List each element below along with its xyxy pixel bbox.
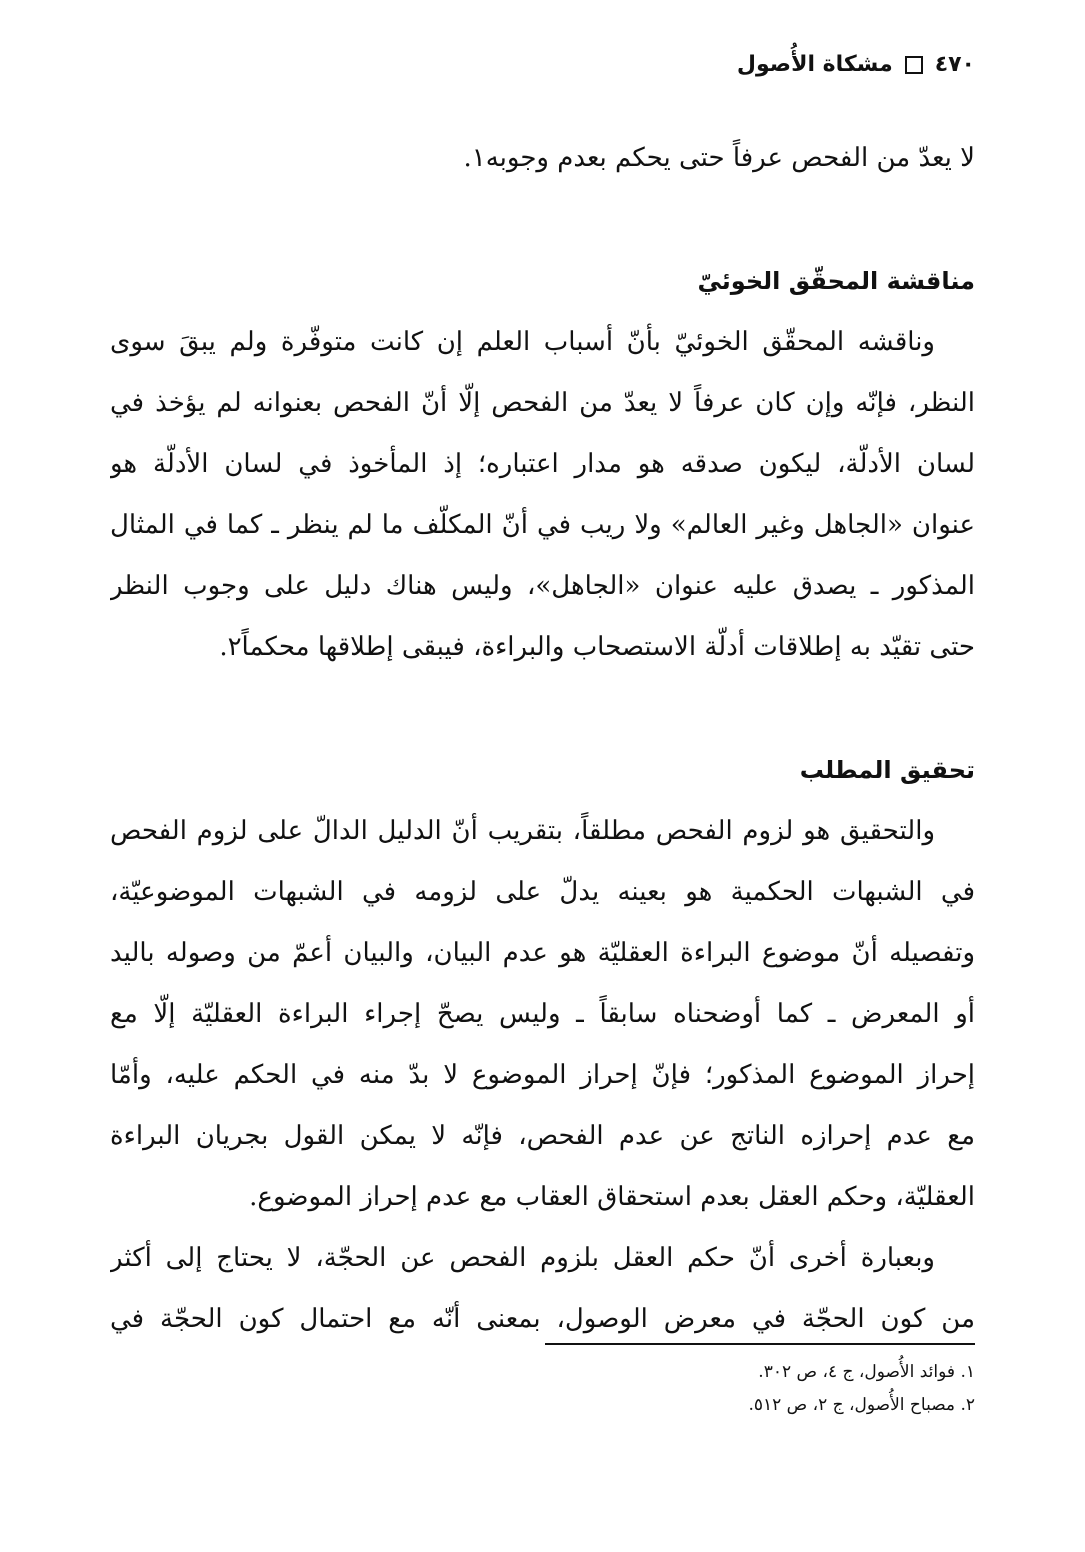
text-line: والتحقيق هو لزوم الفحص مطلقاً، بتقريب أنّ الدليل الدالّ على لزوم الفحص: [110, 816, 935, 846]
text-line: أو المعرض ـ كما أوضحناه سابقاً ـ وليس يصحّ إجراء البراءة العقليّة إلّا مع: [110, 999, 975, 1029]
text-line: من كون الحجّة في معرض الوصول، بمعنى أنّه مع احتمال كون الحجّة في: [110, 1304, 975, 1334]
footnote: ٢. مصباح الأُصول، ج ٢، ص ٥١٢.: [748, 1395, 975, 1415]
separator-box-icon: [905, 56, 923, 74]
book-title: مشكاة الأُصول: [736, 52, 893, 77]
text-line: عنوان «الجاهل وغير العالم» ولا ريب في أنّ المكلّف ما لم ينظر ـ كما في المثال: [110, 510, 975, 540]
footnote: ١. فوائد الأُصول، ج ٤، ص ٣٠٢.: [758, 1362, 975, 1382]
text-line: لسان الأدلّة، ليكون صدقه هو مدار اعتباره؛ إذ المأخوذ في لسان الأدلّة هو: [110, 449, 975, 479]
text-line: في الشبهات الحكمية هو بعينه يدلّ على لزومه في الشبهات الموضوعيّة،: [110, 877, 975, 907]
page-number: ٤٧٠: [934, 52, 975, 77]
text-line: النظر، فإنّه وإن كان عرفاً لا يعدّ من الفحص إلّا أنّ الفحص بعنوانه لم يؤخذ في: [110, 388, 975, 418]
spacer: [110, 189, 975, 251]
main-text: [110, 128, 975, 1350]
text-line: المذكور ـ يصدق عليه عنوان «الجاهل»، وليس هناك دليل على وجوب النظر: [110, 571, 975, 601]
section-heading: مناقشة المحقّق الخوئيّ: [697, 267, 975, 295]
text-line: العقليّة، وحكم العقل بعدم استحقاق العقاب مع عدم إحراز الموضوع.: [249, 1182, 975, 1212]
footnote-divider: [545, 1343, 975, 1345]
spacer: [110, 678, 975, 740]
text-line: لا يعدّ من الفحص عرفاً حتى يحكم بعدم وجوبه١.: [463, 143, 975, 173]
text-line: وبعبارة أخرى أنّ حكم العقل بلزوم الفحص عن الحجّة، لا يحتاج إلى أكثر: [110, 1243, 935, 1273]
footnotes: [748, 1356, 975, 1422]
running-header: [737, 52, 975, 77]
section-heading: تحقيق المطلب: [799, 756, 975, 784]
text-line: حتى تقيّد به إطلاقات أدلّة الاستصحاب والبراءة، فيبقى إطلاقها محكماً٢.: [219, 632, 975, 662]
text-line: مع عدم إحرازه الناتج عن عدم الفحص، فإنّه لا يمكن القول بجريان البراءة: [110, 1121, 975, 1151]
text-line: وتفصيله أنّ موضوع البراءة العقليّة هو عدم البيان، والبيان أعمّ من وصوله باليد: [110, 938, 975, 968]
text-line: وناقشه المحقّق الخوئيّ بأنّ أسباب العلم إن كانت متوفّرة ولم يبقَ سوى: [110, 327, 935, 357]
text-line: إحراز الموضوع المذكور؛ فإنّ إحراز الموضوع لا بدّ منه في الحكم عليه، وأمّا: [110, 1060, 975, 1090]
